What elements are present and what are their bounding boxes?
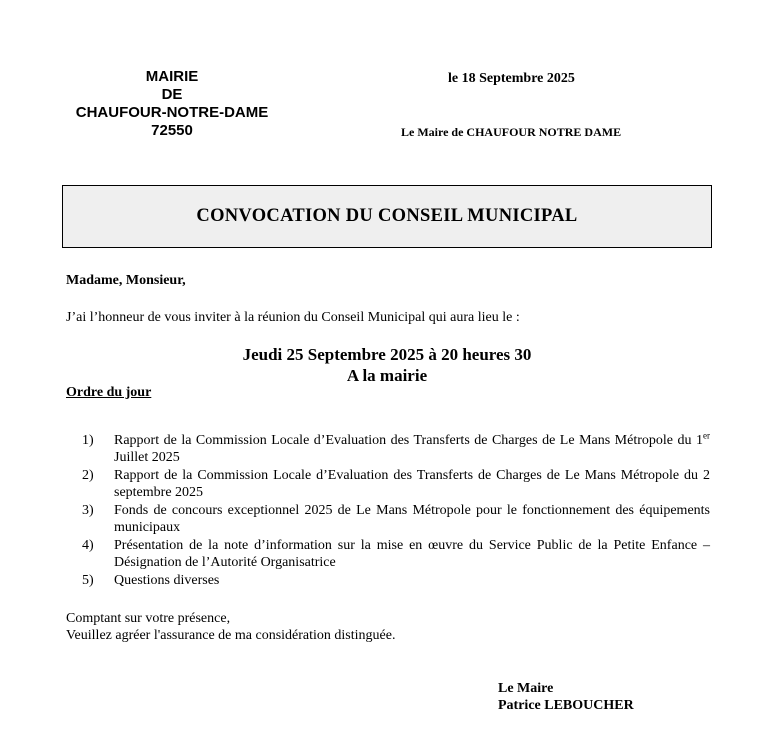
agenda-item-number: 2) <box>82 468 94 483</box>
signature-role: Le Maire <box>498 681 554 696</box>
signature-name: Patrice LEBOUCHER <box>498 698 634 713</box>
agenda-item <box>82 537 710 571</box>
meeting-datetime: Jeudi 25 Septembre 2025 à 20 heures 30 <box>242 345 532 364</box>
meeting-details <box>62 344 712 386</box>
title-box <box>62 185 712 248</box>
agenda-item-text: Fonds de concours exceptionnel 2025 de Le Mans Métropole pour le fonctionnement des équipements municipaux <box>114 503 710 535</box>
intro-paragraph: J’ai l’honneur de vous inviter à la réunion du Conseil Municipal qui aura lieu le : <box>66 310 520 325</box>
agenda-item-number: 5) <box>82 573 94 588</box>
agenda-item <box>82 467 710 501</box>
agenda-item-number: 3) <box>82 503 94 518</box>
agenda-item-text: Questions diverses <box>114 573 220 588</box>
agenda-item-number: 4) <box>82 538 94 553</box>
letter-date: le 18 Septembre 2025 <box>448 71 575 86</box>
agenda-item-text: Présentation de la note d’information sur la mise en œuvre du Service Public de la Petite Enfance – Désignation de l’Autorité Organisatrice <box>114 538 710 570</box>
mairie-line: 72550 <box>151 122 193 139</box>
agenda-list <box>82 432 710 590</box>
agenda-item <box>82 502 710 536</box>
mairie-address-block <box>62 68 282 140</box>
agenda-item-number: 1) <box>82 433 94 448</box>
salutation: Madame, Monsieur, <box>66 273 186 288</box>
mairie-line: DE <box>161 86 183 103</box>
agenda-item <box>82 572 710 589</box>
mairie-line: CHAUFOUR-NOTRE-DAME <box>75 104 269 121</box>
superscript: er <box>703 430 710 441</box>
mairie-line: MAIRIE <box>145 68 199 85</box>
closing-line: Comptant sur votre présence, <box>66 611 231 626</box>
closing-line: Veuillez agréer l'assurance de ma considération distinguée. <box>66 628 396 643</box>
meeting-place: A la mairie <box>346 366 428 385</box>
agenda-item-text: Rapport de la Commission Locale d’Evaluation des Transferts de Charges de Le Mans Métropole du 1er Juillet 2025 <box>114 430 710 465</box>
signature-block <box>498 680 634 714</box>
document-title: CONVOCATION DU CONSEIL MUNICIPAL <box>196 206 578 226</box>
agenda-item <box>82 432 710 466</box>
agenda-item-text: Rapport de la Commission Locale d’Evaluation des Transferts de Charges de Le Mans Métropole du 2 septembre 2025 <box>114 468 710 500</box>
agenda-heading: Ordre du jour <box>66 385 152 400</box>
sender-line: Le Maire de CHAUFOUR NOTRE DAME <box>401 125 622 139</box>
closing-paragraph <box>66 610 395 644</box>
